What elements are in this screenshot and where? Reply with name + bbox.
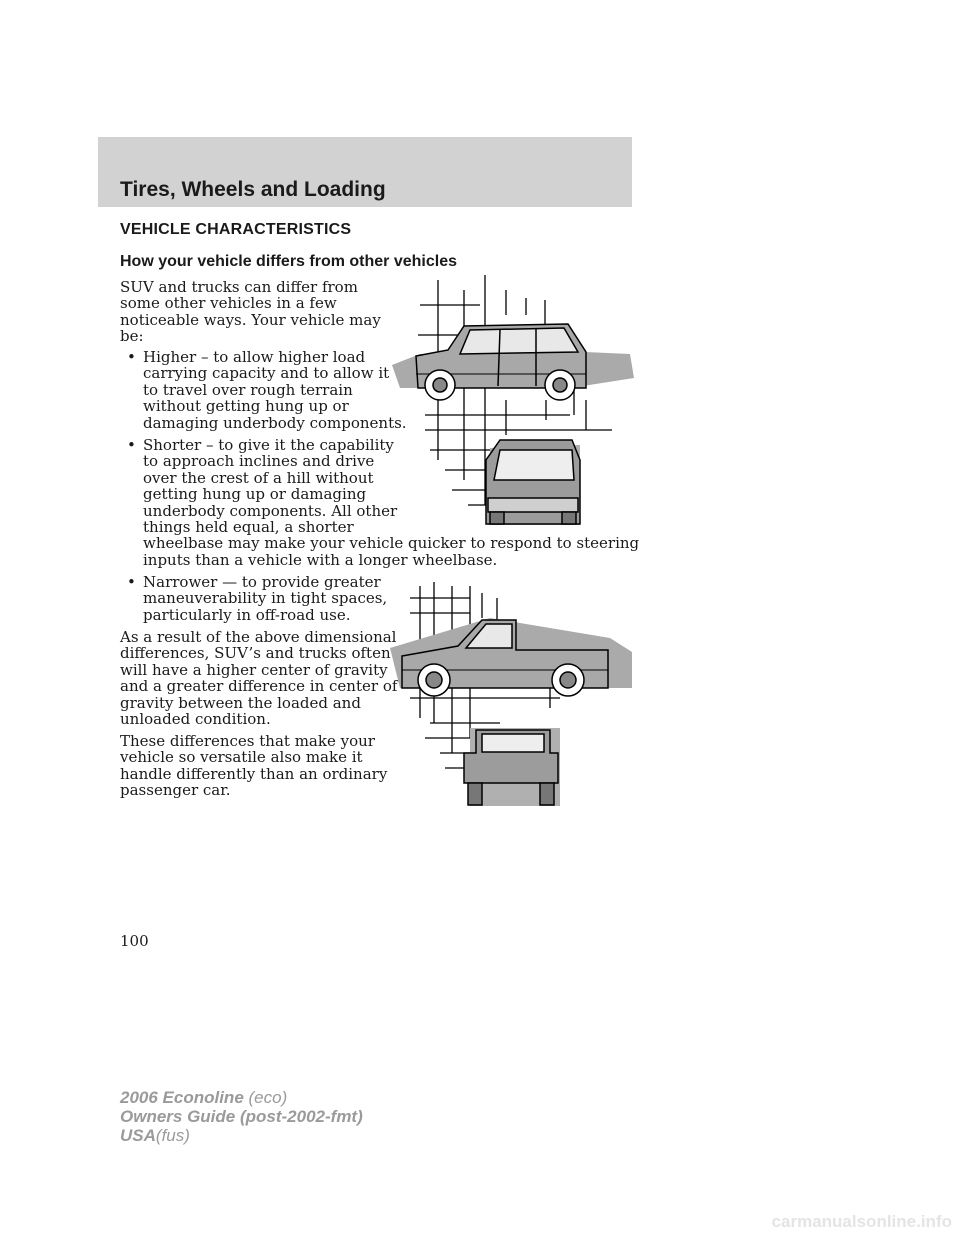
text-line: and a greater difference in center of <box>120 677 398 696</box>
text-line: wheelbase may make your vehicle quicker to respond to steering <box>143 534 640 553</box>
suv-rear-view <box>486 440 580 524</box>
text-line: Narrower — to provide greater <box>143 573 381 591</box>
text-line: be: <box>120 327 144 346</box>
footer-model: 2006 Econoline <box>120 1088 244 1107</box>
footer-model-code: (eco) <box>248 1088 288 1107</box>
suv-illustration <box>390 270 640 530</box>
bullet-marker: • <box>127 436 136 454</box>
text-line: differences, SUV’s and trucks often <box>120 644 391 663</box>
text-line: getting hung up or damaging <box>143 485 367 504</box>
section-heading: VEHICLE CHARACTERISTICS <box>120 221 352 238</box>
bullet-marker: • <box>127 573 136 591</box>
truck-side-view <box>402 620 608 696</box>
text-line: carrying capacity and to allow it <box>143 364 390 383</box>
page-number: 100 <box>120 932 149 950</box>
text-line: will have a higher center of gravity <box>120 660 388 679</box>
text-line: SUV and trucks can differ from <box>120 278 358 296</box>
footer-market-code: (fus) <box>155 1126 190 1145</box>
text-line: inputs than a vehicle with a longer wheelbase. <box>143 550 498 569</box>
document-footer <box>120 1088 363 1145</box>
text-line: These differences that make your <box>120 732 375 750</box>
page-header-title: Tires, Wheels and Loading <box>120 178 386 201</box>
truck-illustration <box>390 578 640 808</box>
text-line: to approach inclines and drive <box>143 452 375 471</box>
text-line: Shorter – to give it the capability <box>143 436 394 454</box>
text-line: without getting hung up or <box>143 397 349 416</box>
footer-market: USA <box>120 1126 156 1145</box>
watermark: carmanualsonline.info <box>771 1212 952 1231</box>
subsection-heading: How your vehicle differs from other vehicles <box>120 253 457 270</box>
text-line: maneuverability in tight spaces, <box>143 589 388 608</box>
footer-guide: Owners Guide (post-2002-fmt) <box>120 1107 363 1126</box>
text-line: underbody components. All other <box>143 501 398 520</box>
text-line: things held equal, a shorter <box>143 518 354 536</box>
text-line: over the crest of a hill without <box>143 468 374 487</box>
header-band <box>98 137 632 207</box>
text-line: some other vehicles in a few <box>120 294 337 313</box>
text-line: damaging underbody components. <box>143 413 407 432</box>
text-line: vehicle so versatile also make it <box>120 748 363 767</box>
text-line: As a result of the above dimensional <box>120 628 397 646</box>
text-line: Higher – to allow higher load <box>143 348 366 366</box>
text-line: to travel over rough terrain <box>143 380 353 399</box>
text-line: particularly in off-road use. <box>143 605 351 624</box>
text-line: gravity between the loaded and <box>120 693 361 712</box>
text-line: noticeable ways. Your vehicle may <box>120 310 381 329</box>
text-line: handle differently than an ordinary <box>120 764 388 783</box>
bullet-marker: • <box>127 348 136 366</box>
text-line: passenger car. <box>120 781 231 800</box>
text-line: unloaded condition. <box>120 710 271 728</box>
